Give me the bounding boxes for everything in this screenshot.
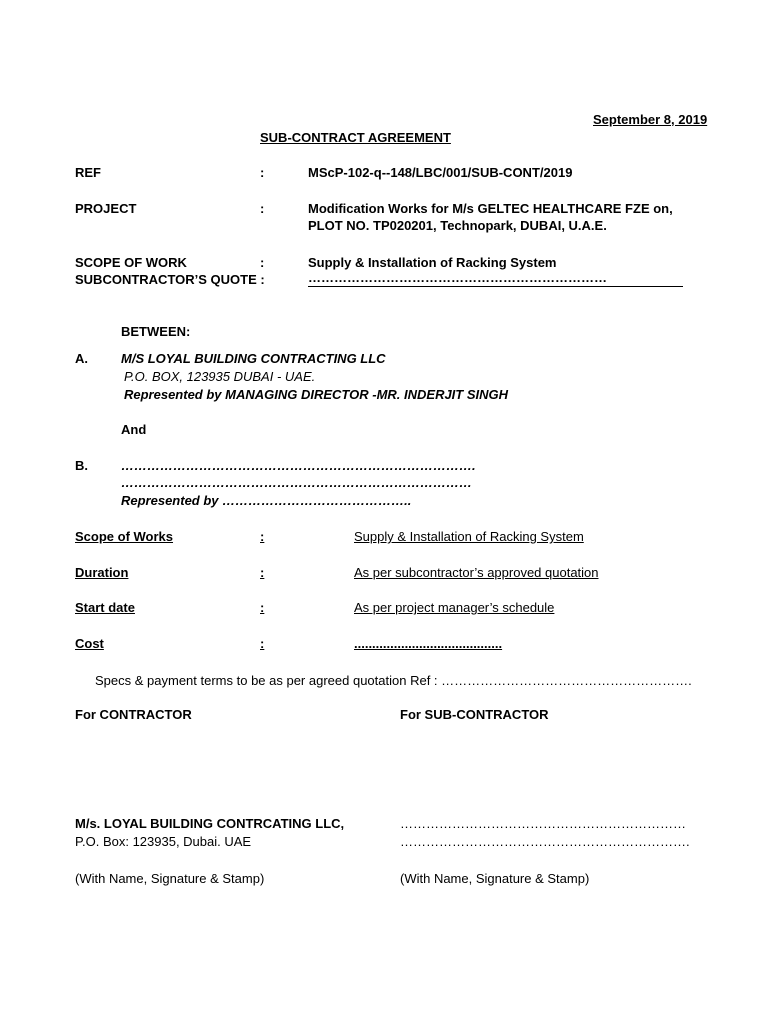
scope-of-work-label: SCOPE OF WORK bbox=[75, 255, 187, 270]
subcontractor-line1: ………………………………………………………… bbox=[400, 816, 686, 831]
ref-label: REF bbox=[75, 165, 101, 180]
document-date: September 8, 2019 bbox=[593, 112, 708, 127]
subcontractor-quote-label: SUBCONTRACTOR’S QUOTE : bbox=[75, 272, 265, 287]
party-b-line2: ……………………………………………………………………… bbox=[121, 475, 472, 490]
party-b-marker: B. bbox=[75, 458, 88, 473]
specs-payment-terms: Specs & payment terms to be as per agreed quotation Ref : …………………………………………………. bbox=[95, 673, 692, 688]
party-a-represented: Represented by MANAGING DIRECTOR -MR. INDERJIT SINGH bbox=[124, 387, 509, 402]
between-label: BETWEEN: bbox=[121, 324, 191, 339]
scope-of-works-label: Scope of Works bbox=[75, 529, 174, 544]
subcontractor-signature-note: (With Name, Signature & Stamp) bbox=[400, 871, 590, 886]
cost-colon: : bbox=[260, 636, 265, 651]
project-label: PROJECT bbox=[75, 201, 137, 216]
party-a-marker: A. bbox=[75, 351, 88, 366]
party-b-represented: Represented by …………………………………….. bbox=[121, 493, 412, 508]
scope-of-works-colon: : bbox=[260, 529, 265, 544]
party-b-line1: ………………………………………………………………………. bbox=[121, 458, 476, 473]
start-date-label: Start date bbox=[75, 600, 135, 615]
project-value-line2: PLOT NO. TP020201, Technopark, DUBAI, U.A.E. bbox=[308, 218, 607, 233]
party-a-address: P.O. BOX, 123935 DUBAI - UAE. bbox=[124, 369, 316, 384]
contractor-signature-note: (With Name, Signature & Stamp) bbox=[75, 871, 265, 886]
contractor-company: M/s. LOYAL BUILDING CONTRCATING LLC, bbox=[75, 816, 345, 831]
subcontractor-line2: …………………………………………………………. bbox=[400, 834, 690, 849]
ref-colon: : bbox=[260, 165, 265, 180]
contractor-heading: For CONTRACTOR bbox=[75, 707, 192, 722]
project-value-line1: Modification Works for M/s GELTEC HEALTHCARE FZE on, bbox=[308, 201, 673, 216]
document-title: SUB-CONTRACT AGREEMENT bbox=[260, 130, 451, 145]
cost-value: ......................................... bbox=[354, 636, 503, 651]
duration-colon: : bbox=[260, 565, 265, 580]
subcontractor-quote-underline bbox=[308, 286, 683, 287]
duration-value: As per subcontractor’s approved quotation bbox=[354, 565, 599, 580]
party-a-name: M/S LOYAL BUILDING CONTRACTING LLC bbox=[121, 351, 386, 366]
subcontractor-heading: For SUB-CONTRACTOR bbox=[400, 707, 549, 722]
cost-label: Cost bbox=[75, 636, 104, 651]
start-date-colon: : bbox=[260, 600, 265, 615]
start-date-value: As per project manager’s schedule bbox=[354, 600, 555, 615]
and-label: And bbox=[121, 422, 147, 437]
subcontractor-quote-value: …………………………………………………………… bbox=[308, 270, 607, 285]
duration-label: Duration bbox=[75, 565, 129, 580]
contractor-address: P.O. Box: 123935, Dubai. UAE bbox=[75, 834, 252, 849]
scope-of-work-colon: : bbox=[260, 255, 265, 270]
ref-value: MScP-102-q--148/LBC/001/SUB-CONT/2019 bbox=[308, 165, 573, 180]
project-colon: : bbox=[260, 201, 265, 216]
scope-of-works-value: Supply & Installation of Racking System bbox=[354, 529, 584, 544]
scope-of-work-value: Supply & Installation of Racking System bbox=[308, 255, 557, 270]
